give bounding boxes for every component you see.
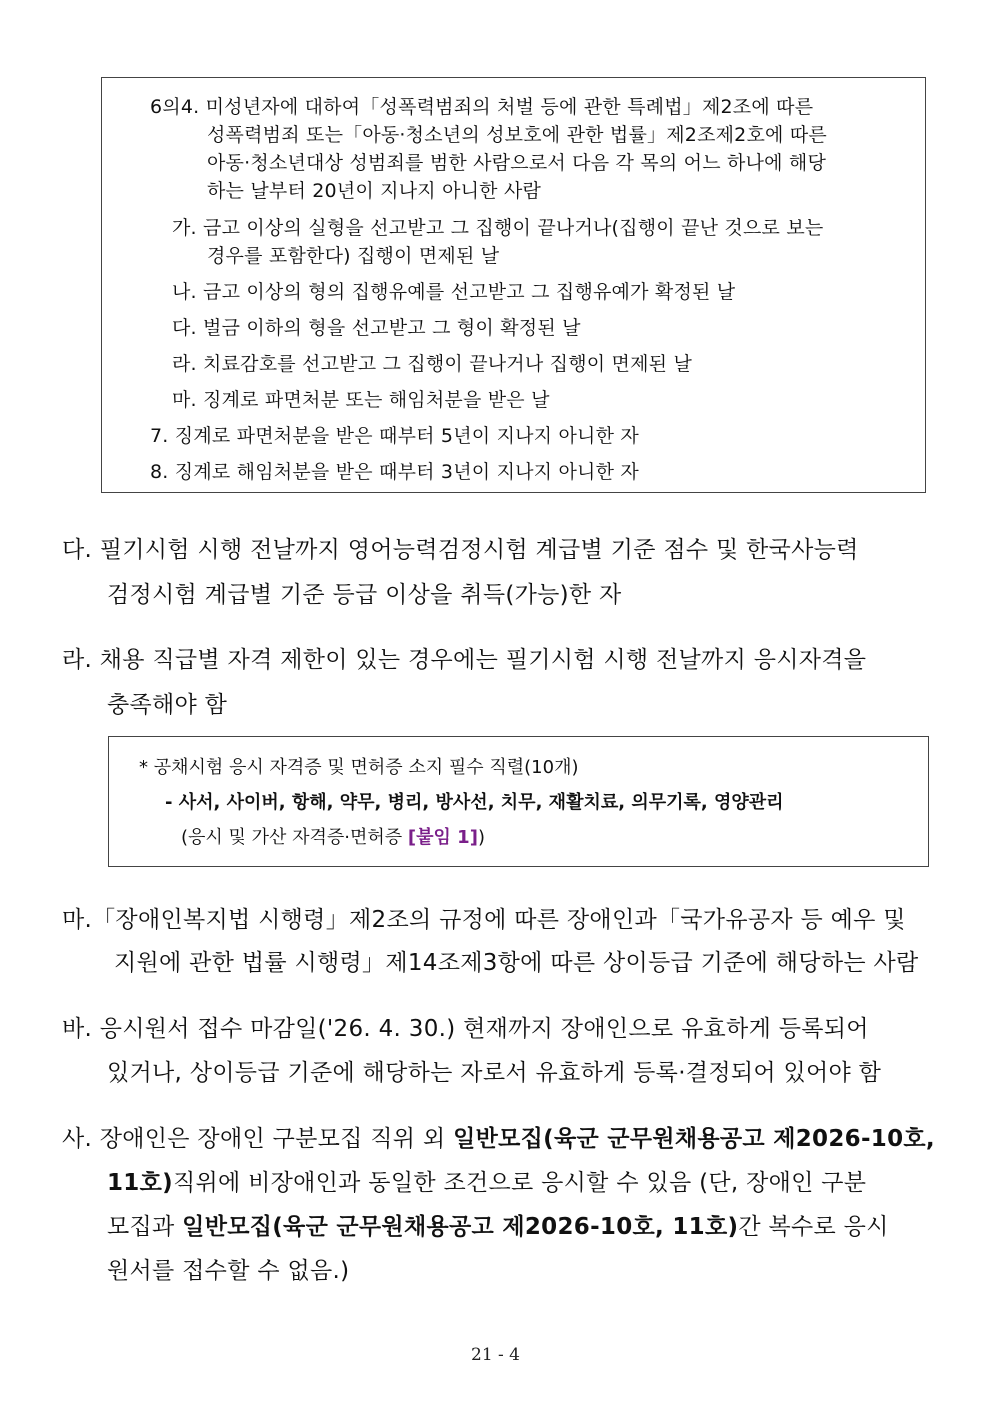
clause-ma-line2: 지원에 관한 법률 시행령」제14조제3항에 따른 상이등급 기준에 해당하는 사람 [114,950,919,976]
clause-sa-line3-text-c: 간 복수로 응시 [738,1214,889,1240]
item-6-4-line2: 성폭력범죄 또는「아동·청소년의 성보호에 관한 법률」제2조제2호에 따른 [207,124,827,146]
clause-ba-line2: 있거나, 상이등급 기준에 해당하는 자로서 유효하게 등록·결정되어 있어야 함 [107,1060,882,1086]
clause-sa-line4: 원서를 접수할 수 없음.) [107,1258,350,1284]
general-recruit-ref-1-cont: 11호) [107,1170,173,1196]
license-note-suffix: ) [477,827,485,848]
subitem-ga-line2: 경우를 포함한다) 집행이 면제된 날 [207,245,500,267]
clause-ra-line1: 라. 채용 직급별 자격 제한이 있는 경우에는 필기시험 시행 전날까지 응시자격을 [62,647,867,673]
subitem-ga-line1: 가. 금고 이상의 실형을 선고받고 그 집행이 끝나거나(집행이 끝난 것으로 보는 [172,217,824,239]
item-8: 8. 징계로 해임처분을 받은 때부터 3년이 지나지 아니한 자 [150,461,639,483]
clause-ba-line1: 바. 응시원서 접수 마감일('26. 4. 30.) 현재까지 장애인으로 유효하게 등록되어 [62,1016,869,1042]
subitem-da: 다. 벌금 이하의 형을 선고받고 그 형이 확정된 날 [172,317,581,339]
subitem-ma: 마. 징계로 파면처분 또는 해임처분을 받은 날 [172,389,550,411]
clause-sa-line2-text: 직위에 비장애인과 동일한 조건으로 응시할 수 있음 (단, 장애인 구분 [172,1170,867,1196]
clause-sa-line2 [107,1166,866,1200]
clause-da-line1: 다. 필기시험 시행 전날까지 영어능력검정시험 계급별 기준 점수 및 한국사능력 [62,537,859,563]
license-job-list: - 사서, 사이버, 항해, 약무, 병리, 방사선, 치무, 재활치료, 의무기록, 영양관리 [165,792,784,813]
general-recruit-ref-2: 일반모집(육군 군무원채용공고 제2026-10호, 11호) [182,1214,739,1240]
clause-ra-line2: 충족해야 함 [107,692,228,718]
required-license-box [108,736,929,867]
license-box-title: * 공채시험 응시 자격증 및 면허증 소지 필수 직렬(10개) [139,757,579,778]
item-6-4-line3: 아동·청소년대상 성범죄를 범한 사람으로서 다음 각 목의 어느 하나에 해당 [207,152,827,174]
clause-sa-line1-text: 사. 장애인은 장애인 구분모집 직위 외 [62,1126,454,1152]
clause-ma-line1: 마.「장애인복지법 시행령」제2조의 규정에 따른 장애인과「국가유공자 등 예우 및 [62,907,906,933]
subitem-ra: 라. 치료감호를 선고받고 그 집행이 끝나거나 집행이 면제된 날 [172,353,693,375]
page-number: 21 - 4 [471,1345,520,1365]
general-recruit-ref-1: 일반모집(육군 군무원채용공고 제2026-10호, [453,1126,935,1152]
item-6-4-line1: 6의4. 미성년자에 대하여「성폭력범죄의 처벌 등에 관한 특례법」제2조에 따른 [150,96,814,118]
clause-da-line2: 검정시험 계급별 기준 등급 이상을 취득(가능)한 자 [107,582,622,608]
license-note-prefix: (응시 및 가산 자격증·면허증 [181,827,408,848]
item-6-4-line4: 하는 날부터 20년이 지나지 아니한 사람 [207,180,542,202]
subitem-na: 나. 금고 이상의 형의 집행유예를 선고받고 그 집행유예가 확정된 날 [172,281,736,303]
license-note [181,825,485,851]
clause-sa-line3 [107,1210,889,1244]
clause-sa-line3-text-a: 모집과 [107,1214,183,1240]
item-7: 7. 징계로 파면처분을 받은 때부터 5년이 지나지 아니한 자 [150,425,639,447]
attachment-reference: [붙임 1] [407,827,478,848]
disqualification-box [101,77,926,493]
clause-sa-line1 [62,1122,935,1156]
